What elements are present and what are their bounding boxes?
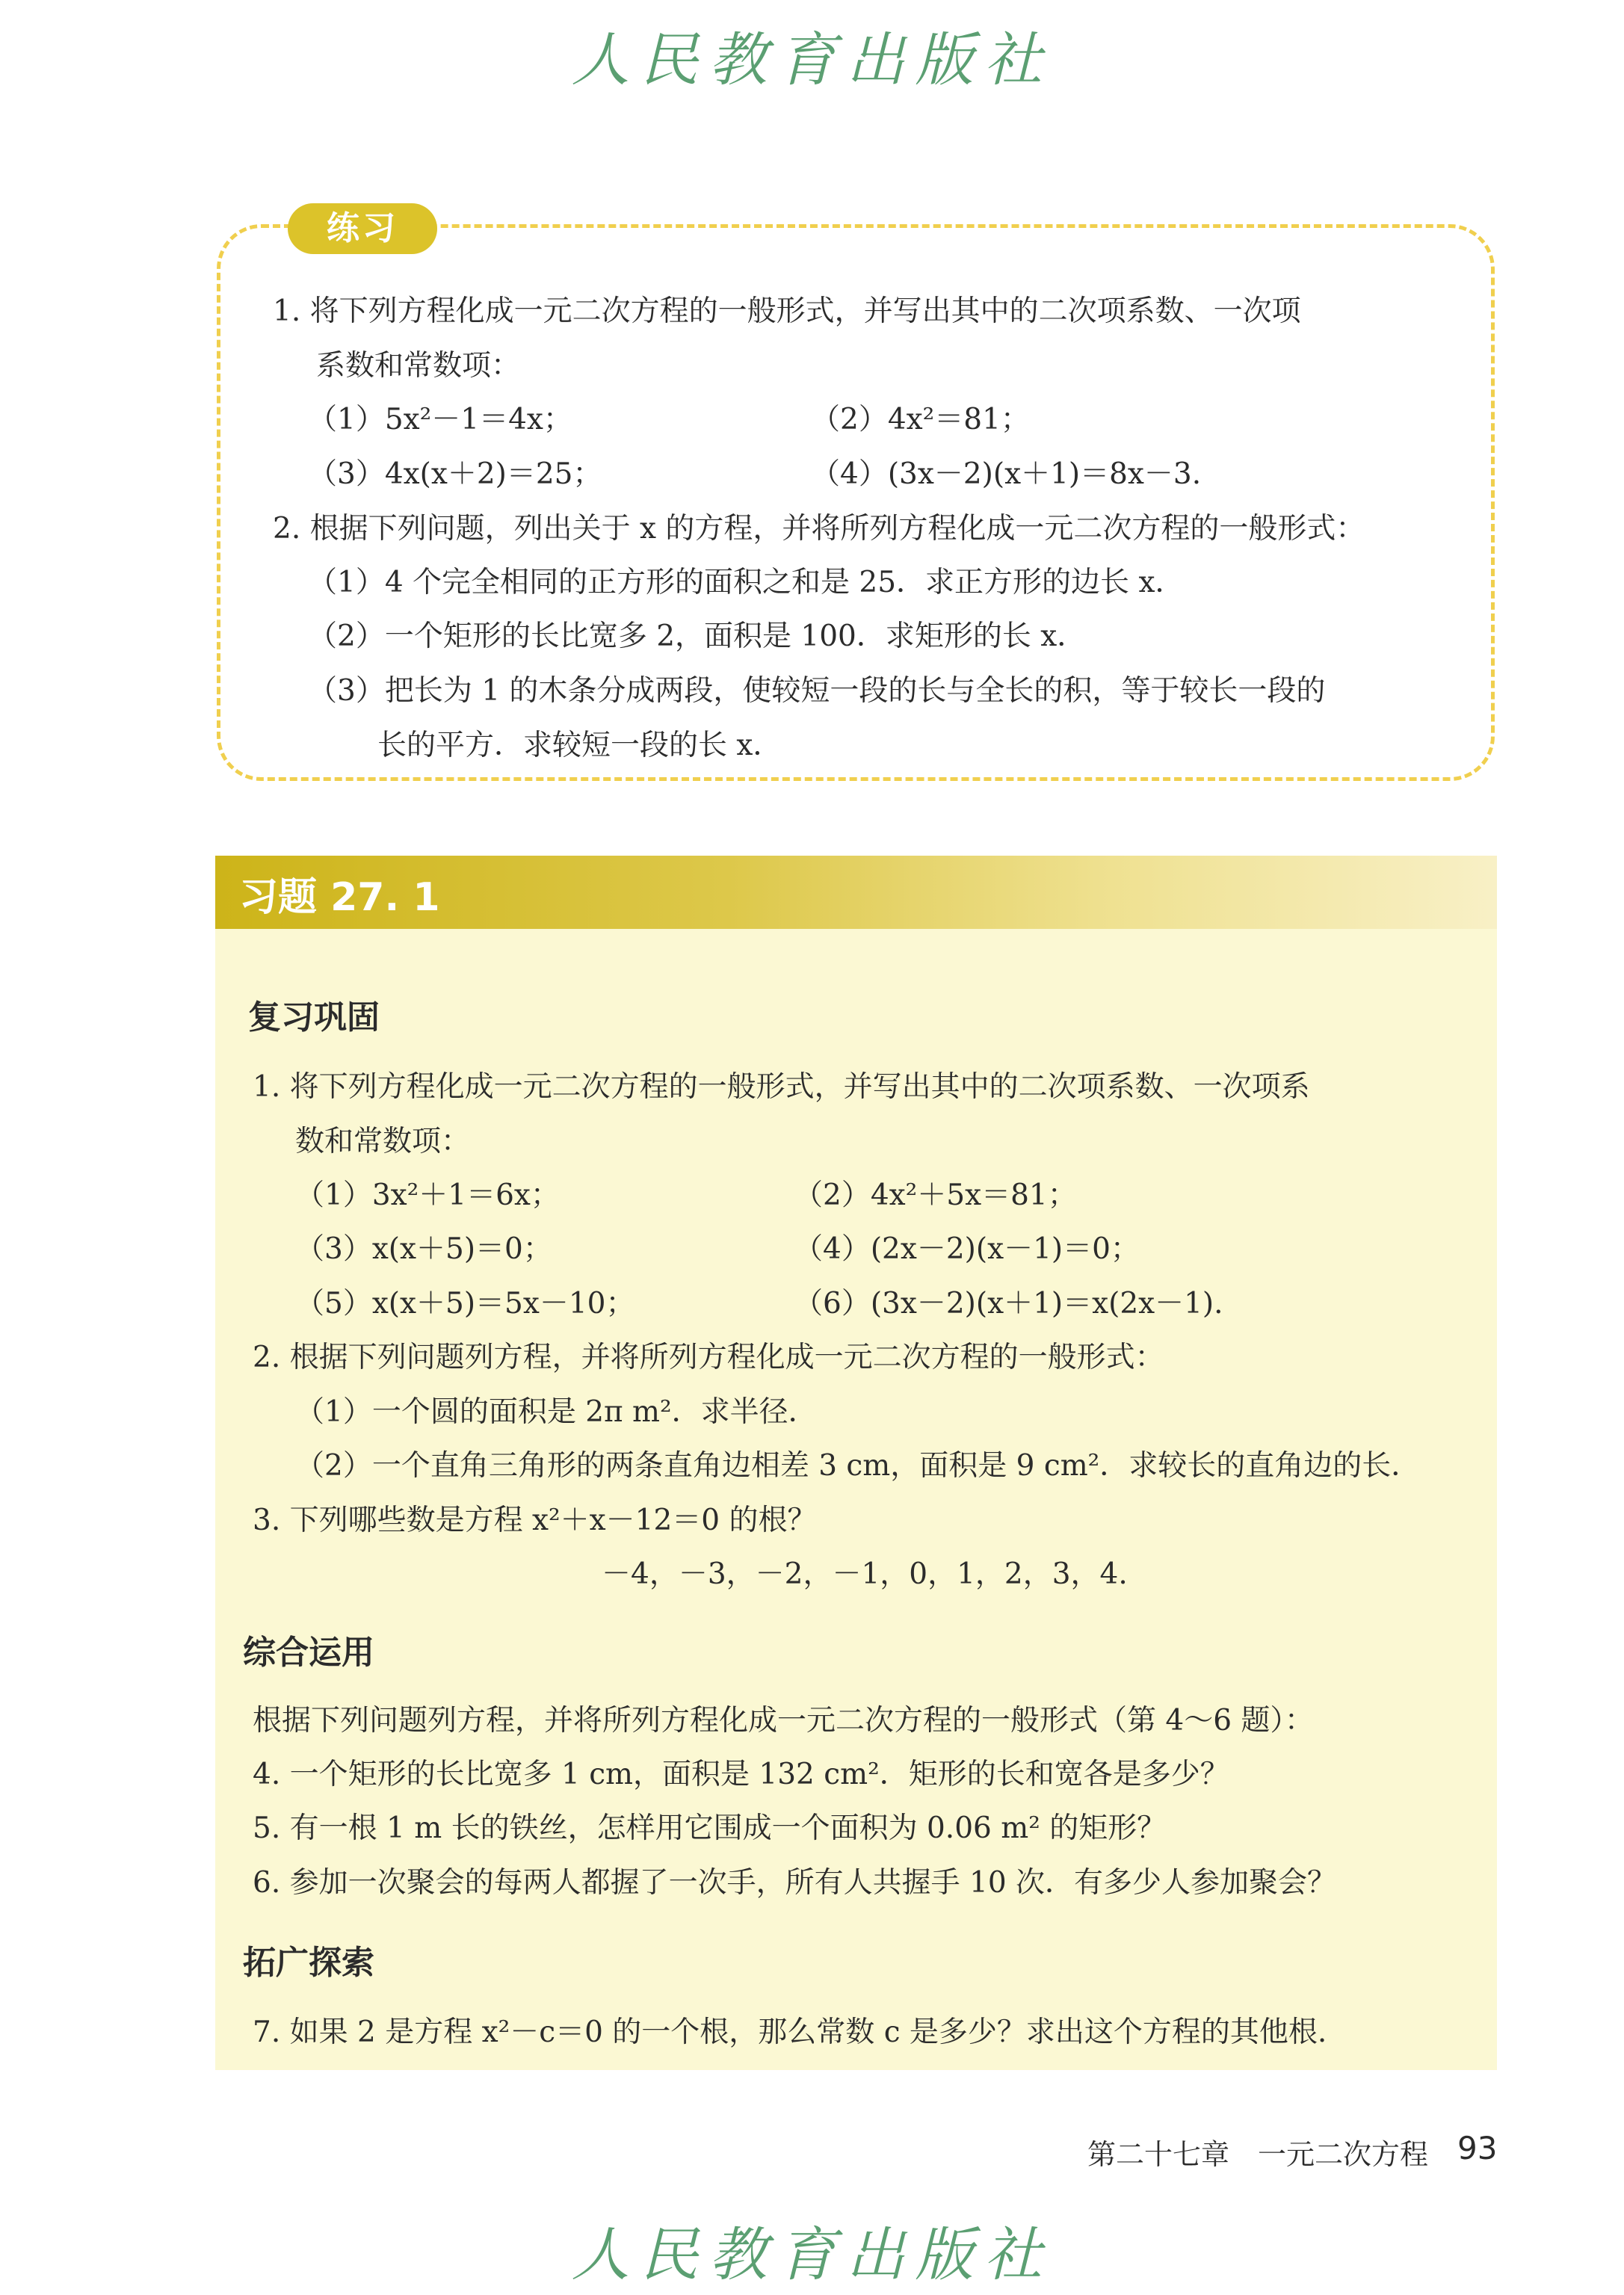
apply-line: 根据下列问题列方程，并将所列方程化成一元二次方程的一般形式（第 4～6 题）： bbox=[253, 1704, 1314, 1738]
practice-line: （1）4 个完全相同的正方形的面积之和是 25．求正方形的边长 x． bbox=[308, 566, 1185, 599]
explore-heading: 拓广探索 bbox=[243, 1944, 374, 1982]
review-line: （2）一个直角三角形的两条直角边相差 3 cm，面积是 9 cm²．求较长的直角边的长． bbox=[295, 1449, 1421, 1483]
publisher-watermark-top: 人民教育出版社 bbox=[571, 27, 1053, 94]
practice-line: （1）5x²－1＝4x； bbox=[308, 403, 572, 436]
practice-line: （4）(3x－2)(x＋1)＝8x－3. bbox=[811, 457, 1202, 491]
explore-line: 7. 如果 2 是方程 x²－c＝0 的一个根，那么常数 c 是多少？求出这个方程的其他根. bbox=[253, 2016, 1327, 2049]
practice-line: 1. 将下列方程化成一元二次方程的一般形式，并写出其中的二次项系数、一次项 bbox=[273, 294, 1301, 328]
review-line: 1. 将下列方程化成一元二次方程的一般形式，并写出其中的二次项系数、一次项系 bbox=[253, 1070, 1310, 1104]
practice-line: （3）把长为 1 的木条分成两段，使较短一段的长与全长的积，等于较长一段的 bbox=[308, 674, 1326, 708]
apply-heading: 综合运用 bbox=[243, 1634, 374, 1672]
review-line: 3. 下列哪些数是方程 x²＋x－12＝0 的根？ bbox=[253, 1504, 817, 1537]
publisher-watermark-bottom: 人民教育出版社 bbox=[571, 2222, 1053, 2289]
practice-line: 系数和常数项： bbox=[316, 349, 521, 383]
chapter-label: 第二十七章 一元二次方程 bbox=[1087, 2138, 1429, 2171]
review-roots-list: －4，－3，－2，－1，0，1，2，3，4. bbox=[602, 1557, 1128, 1591]
review-line: （3）x(x＋5)＝0； bbox=[295, 1232, 552, 1266]
practice-line: 长的平方．求较短一段的长 x． bbox=[377, 729, 782, 762]
review-line: 数和常数项： bbox=[295, 1125, 471, 1158]
review-line: （4）(2x－2)(x－1)＝0； bbox=[794, 1232, 1140, 1266]
review-line: （2）4x²＋5x＝81； bbox=[794, 1179, 1077, 1212]
review-line: （1）3x²＋1＝6x； bbox=[295, 1179, 560, 1212]
practice-line: （3）4x(x＋2)＝25； bbox=[308, 457, 602, 491]
apply-line: 6. 参加一次聚会的每两人都握了一次手，所有人共握手 10 次．有多少人参加聚会？ bbox=[253, 1866, 1337, 1900]
apply-line: 5. 有一根 1 m 长的铁丝，怎样用它围成一个面积为 0.06 m² 的矩形？ bbox=[253, 1811, 1167, 1845]
page-number: 93 bbox=[1457, 2130, 1498, 2166]
review-line: （6）(3x－2)(x＋1)＝x(2x－1). bbox=[794, 1287, 1223, 1321]
review-heading: 复习巩固 bbox=[248, 998, 380, 1037]
practice-tag: 练习 bbox=[288, 203, 437, 254]
practice-line: （2）4x²＝81； bbox=[811, 403, 1030, 436]
review-line: （1）一个圆的面积是 2π m²．求半径． bbox=[295, 1395, 818, 1429]
practice-line: 2. 根据下列问题，列出关于 x 的方程，并将所列方程化成一元二次方程的一般形式： bbox=[273, 512, 1365, 546]
review-line: 2. 根据下列问题列方程，并将所列方程化成一元二次方程的一般形式： bbox=[253, 1341, 1164, 1374]
apply-line: 4. 一个矩形的长比宽多 1 cm，面积是 132 cm²．矩形的长和宽各是多少？ bbox=[253, 1758, 1229, 1791]
practice-line: （2）一个矩形的长比宽多 2，面积是 100．求矩形的长 x． bbox=[308, 620, 1087, 653]
exercise-title: 习题 27. 1 bbox=[239, 875, 440, 920]
review-line: （5）x(x＋5)＝5x－10； bbox=[295, 1287, 635, 1321]
